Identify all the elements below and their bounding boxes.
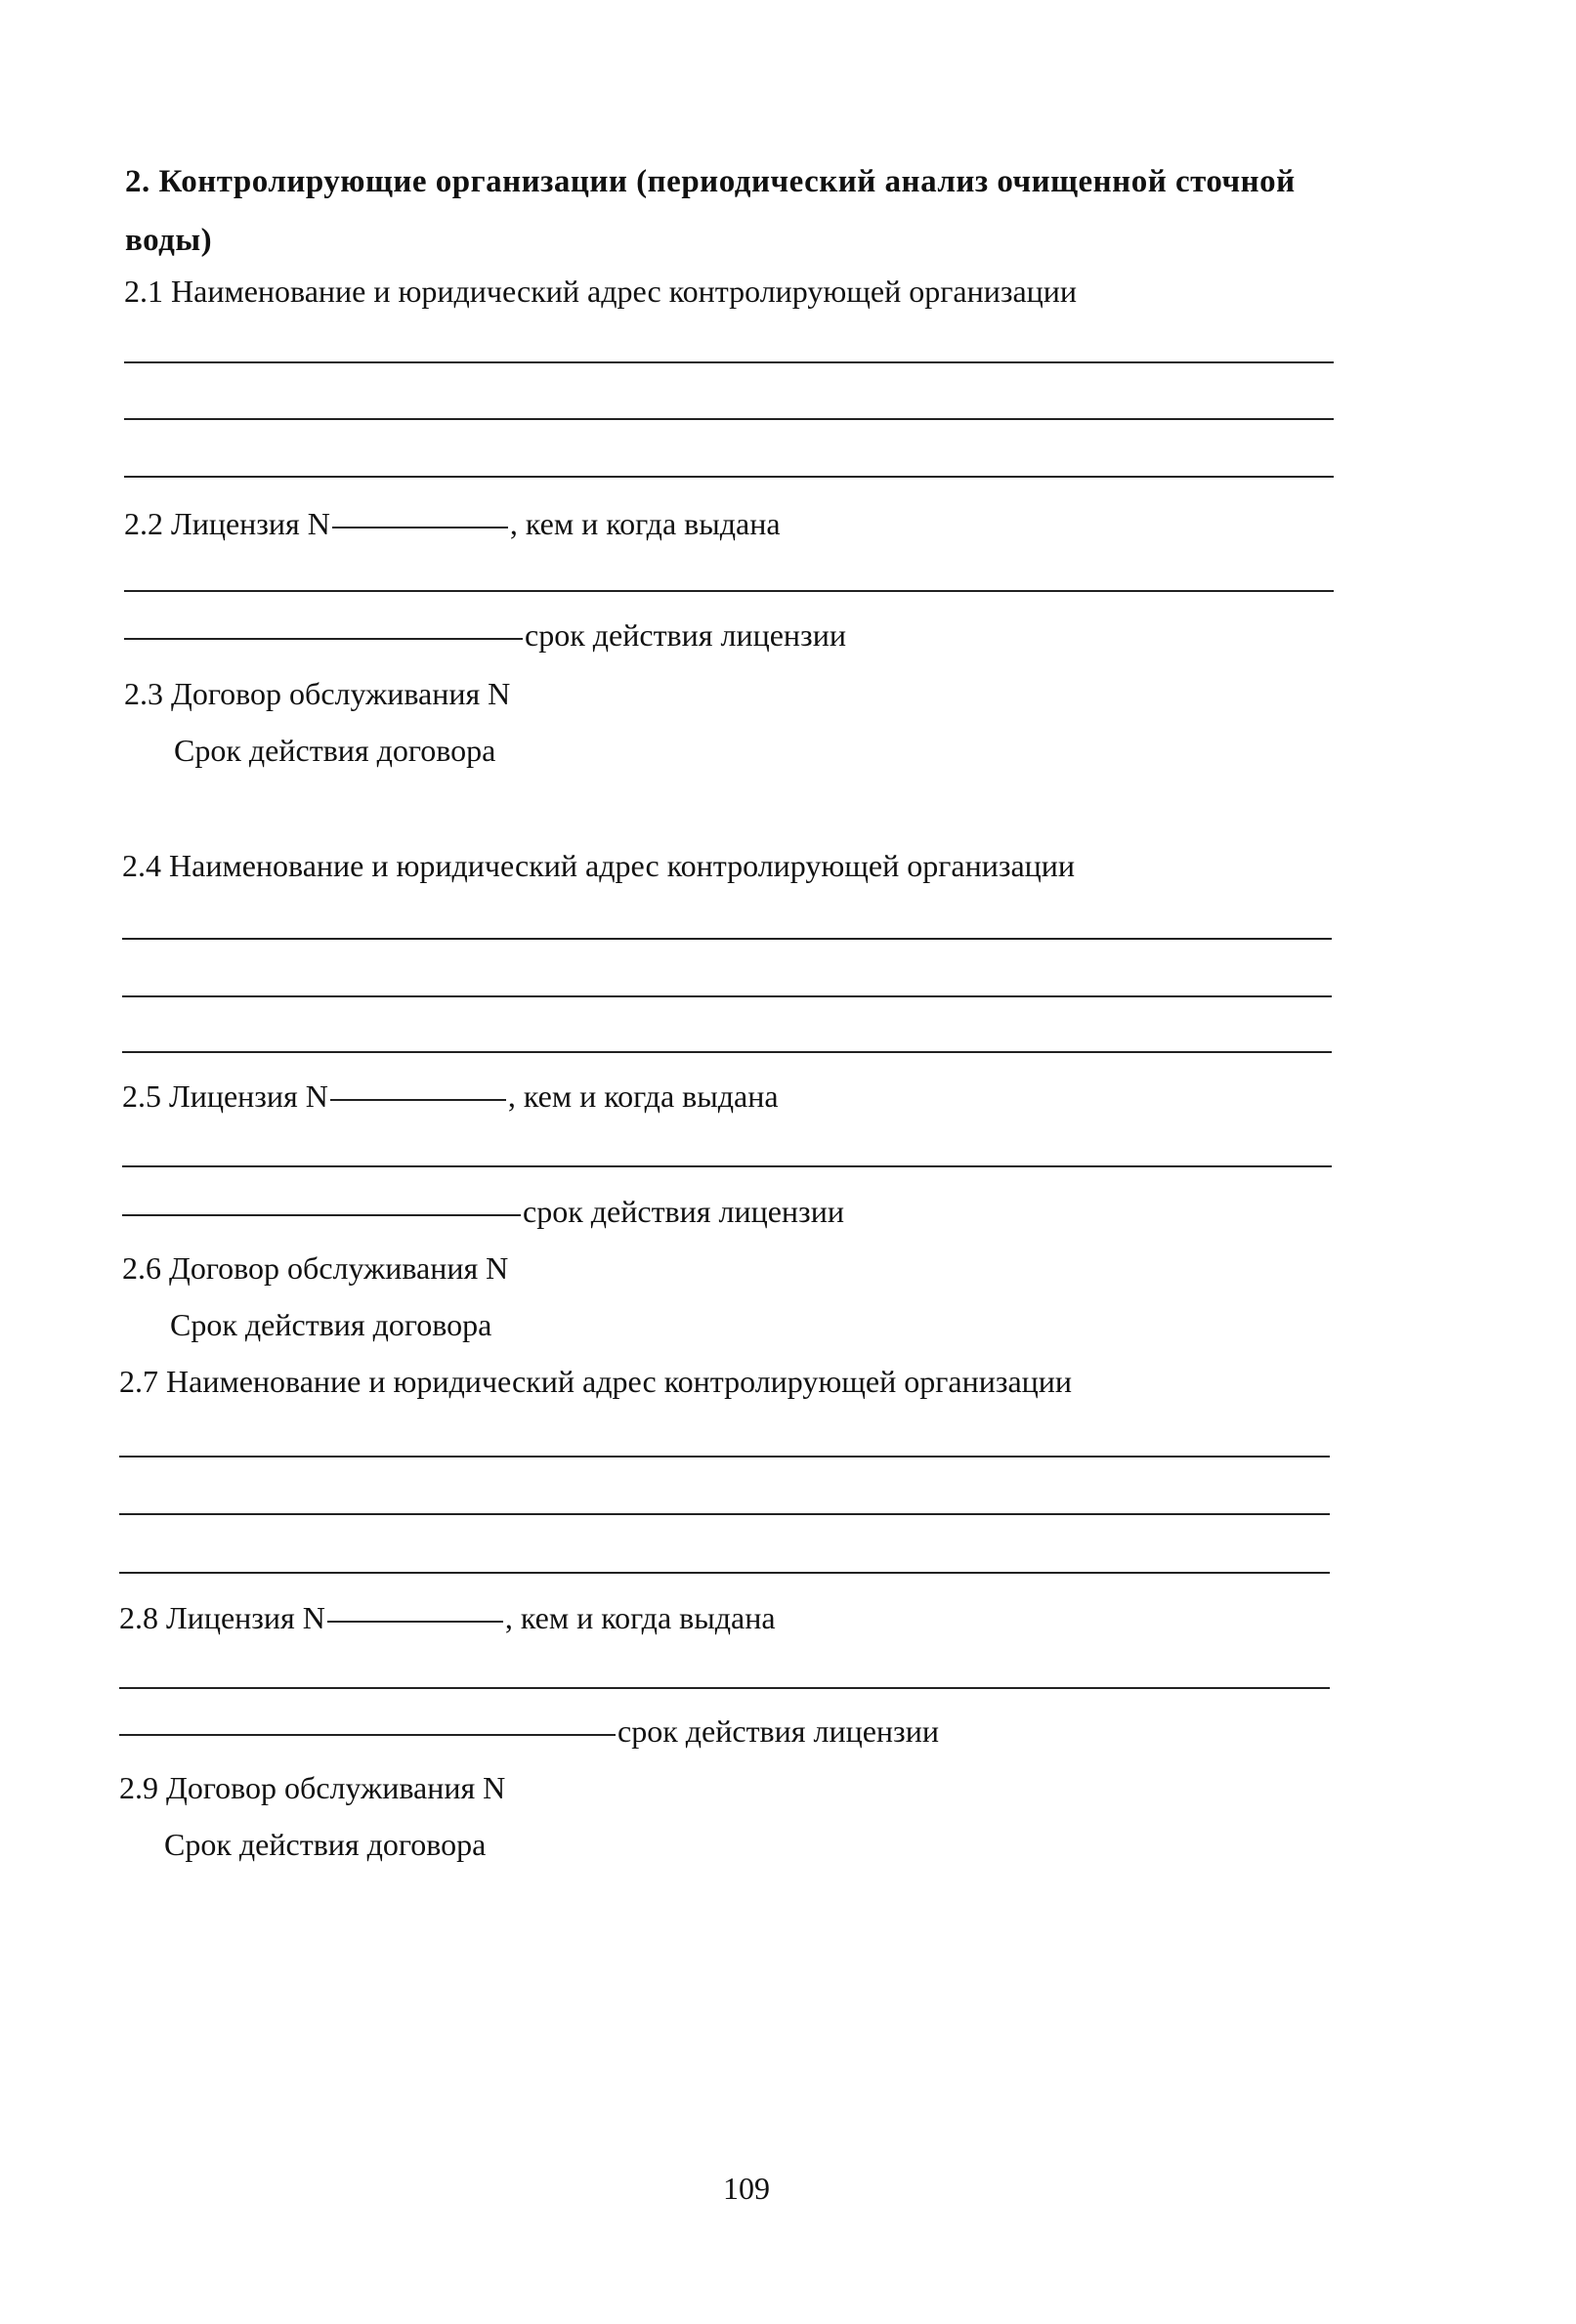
org-name-row-1	[124, 272, 1334, 311]
org-address-line[interactable]	[119, 1513, 1330, 1515]
license-term-label: срок действия лицензии	[525, 617, 846, 653]
contract-row-2	[122, 1248, 1332, 1288]
license-label-2: 2.5 Лицензия N	[122, 1078, 328, 1114]
license-term-lead-field-3[interactable]	[119, 1734, 616, 1736]
org-address-line[interactable]	[119, 1456, 1330, 1458]
org-address-line[interactable]	[122, 938, 1332, 940]
org-name-label-1: 2.1 Наименование и юридический адрес контролирующей организации	[124, 274, 1078, 309]
org-address-line[interactable]	[124, 418, 1334, 420]
license-row-2	[122, 1077, 1332, 1116]
license-term-row-3	[119, 1711, 1330, 1751]
license-label-3: 2.8 Лицензия N	[119, 1600, 325, 1635]
contract-term-row-2	[170, 1305, 1332, 1344]
contract-label-2: 2.6 Договор обслуживания N	[122, 1250, 509, 1286]
org-address-line[interactable]	[122, 1051, 1332, 1053]
section-heading: 2. Контролирующие организации (периодический анализ очищенной сточной воды)	[125, 164, 1296, 258]
issued-by-line[interactable]	[119, 1687, 1330, 1689]
license-term-label: срок действия лицензии	[523, 1194, 844, 1229]
license-term-row-1	[124, 615, 1334, 655]
contract-label-3: 2.9 Договор обслуживания N	[119, 1770, 506, 1805]
org-name-label-3: 2.7 Наименование и юридический адрес контролирующей организации	[119, 1364, 1073, 1399]
issued-by-label: , кем и когда выдана	[509, 506, 781, 541]
issued-by-label: , кем и когда выдана	[507, 1078, 779, 1114]
license-term-label: срок действия лицензии	[618, 1713, 939, 1749]
org-name-row-3	[119, 1362, 1330, 1401]
license-label-1: 2.2 Лицензия N	[124, 506, 330, 541]
issued-by-line[interactable]	[124, 590, 1334, 592]
org-address-line[interactable]	[119, 1572, 1330, 1574]
license-row-3	[119, 1598, 1330, 1637]
contract-term-label: Срок действия договора	[170, 1307, 492, 1342]
page-number: 109	[723, 2171, 770, 2206]
org-name-label-2: 2.4 Наименование и юридический адрес контролирующей организации	[122, 848, 1076, 883]
contract-term-label: Срок действия договора	[164, 1827, 487, 1862]
contract-term-row-1	[174, 731, 1334, 770]
license-number-field-3[interactable]	[327, 1621, 503, 1623]
license-term-row-2	[122, 1192, 1332, 1231]
contract-label-1: 2.3 Договор обслуживания N	[124, 676, 511, 711]
issued-by-line[interactable]	[122, 1165, 1332, 1167]
license-row-1	[124, 504, 1334, 543]
license-number-field-2[interactable]	[330, 1099, 506, 1101]
license-term-lead-field-1[interactable]	[124, 638, 523, 640]
issued-by-label: , кем и когда выдана	[504, 1600, 776, 1635]
contract-row-1	[124, 674, 1334, 713]
org-name-row-2	[122, 846, 1332, 885]
org-address-line[interactable]	[124, 476, 1334, 478]
license-number-field-1[interactable]	[332, 527, 508, 528]
org-address-line[interactable]	[124, 361, 1334, 363]
license-term-lead-field-2[interactable]	[122, 1214, 521, 1216]
contract-term-label: Срок действия договора	[174, 733, 496, 768]
contract-row-3	[119, 1768, 1330, 1807]
org-address-line[interactable]	[122, 995, 1332, 997]
contract-term-row-3	[164, 1825, 1330, 1864]
